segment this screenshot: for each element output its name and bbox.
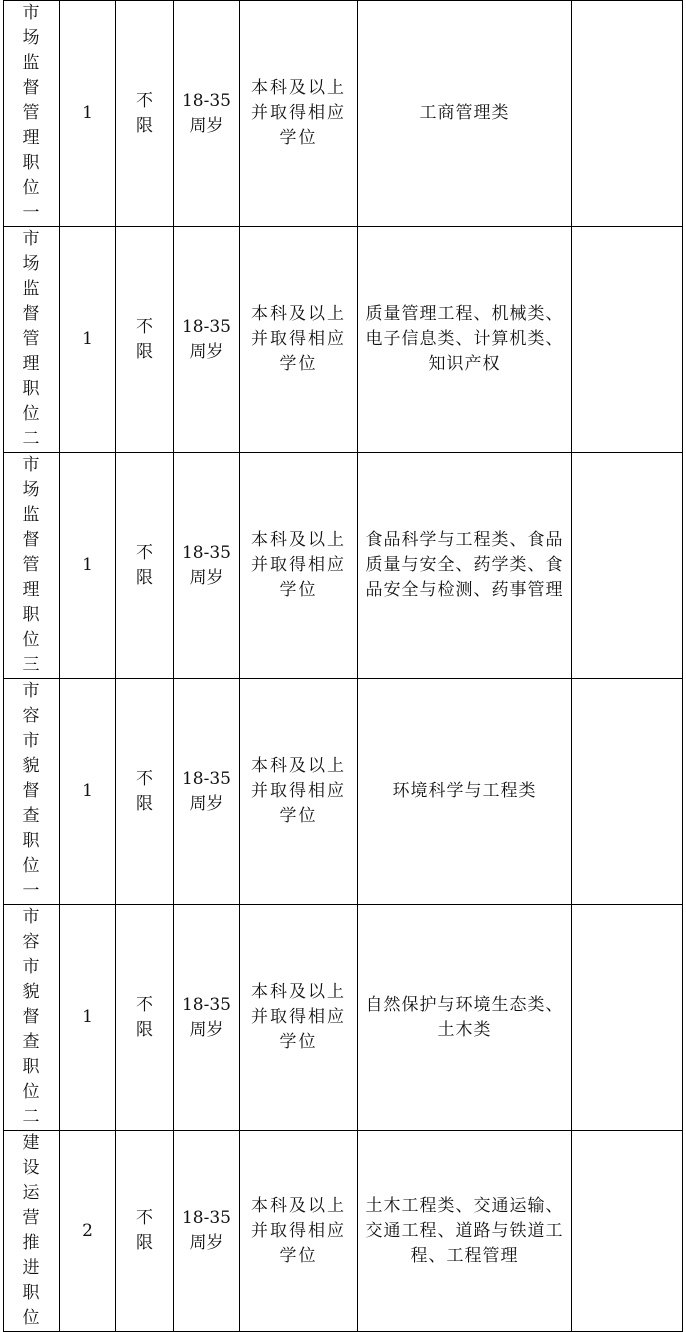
count-cell: 1 [60,1,116,227]
age-cell [174,905,240,1131]
table-row [4,1131,683,1332]
recruitment-table [3,0,683,1332]
count-cell: 1 [60,905,116,1131]
major-cell: 工商管理类 [358,1,572,227]
age-text: 18-35周岁 [181,90,231,136]
position-cell [4,1131,60,1332]
education-text: 本科及以上并取得相应学位 [251,78,346,148]
education-cell [240,1131,358,1332]
age-text: 18-35周岁 [181,316,231,362]
remark-cell [572,679,683,905]
position-cell [4,453,60,679]
table-row [4,679,683,905]
gender-text: 不限 [136,768,153,814]
gender-text: 不限 [136,994,153,1040]
position-text: 建设运营推进职位 [22,1133,41,1328]
count-cell: 1 [60,453,116,679]
education-text: 本科及以上并取得相应学位 [251,1195,346,1266]
gender-cell [116,1131,174,1332]
position-text: 市场监督管理职位二 [22,229,41,449]
position-cell [4,1,60,227]
education-cell [240,453,358,679]
major-cell: 环境科学与工程类 [358,679,572,905]
gender-cell [116,905,174,1131]
remark-cell [572,227,683,453]
age-cell [174,227,240,453]
table-row [4,453,683,679]
education-cell [240,679,358,905]
position-text: 市容市貌督查职位一 [22,681,41,901]
gender-text: 不限 [136,90,153,136]
remark-cell [572,1131,683,1332]
education-cell [240,1,358,227]
gender-text: 不限 [136,542,153,588]
age-cell [174,1,240,227]
education-text: 本科及以上并取得相应学位 [251,304,346,374]
age-cell [174,679,240,905]
age-text: 18-35周岁 [181,542,231,588]
major-cell: 自然保护与环境生态类、土木类 [358,905,572,1131]
gender-cell [116,679,174,905]
education-text: 本科及以上并取得相应学位 [251,530,346,600]
count-cell: 2 [60,1131,116,1332]
age-text: 18-35周岁 [181,768,231,814]
gender-cell [116,227,174,453]
education-text: 本科及以上并取得相应学位 [251,756,346,826]
position-cell [4,679,60,905]
count-cell: 1 [60,227,116,453]
age-cell [174,453,240,679]
gender-cell [116,453,174,679]
gender-text: 不限 [136,1208,153,1253]
count-cell: 1 [60,679,116,905]
gender-cell [116,1,174,227]
age-cell [174,1131,240,1332]
remark-cell [572,905,683,1131]
age-text: 18-35周岁 [181,994,231,1040]
table-row [4,905,683,1131]
position-text: 市容市貌督查职位二 [22,907,41,1127]
education-cell [240,905,358,1131]
remark-cell [572,1,683,227]
table-row [4,227,683,453]
table-row [4,1,683,227]
position-cell [4,227,60,453]
major-cell: 土木工程类、交通运输、交通工程、道路与铁道工程、工程管理 [358,1131,572,1332]
education-text: 本科及以上并取得相应学位 [251,982,346,1052]
education-cell [240,227,358,453]
position-text: 市场监督管理职位三 [22,455,41,675]
position-cell [4,905,60,1131]
gender-text: 不限 [136,316,153,362]
major-cell: 食品科学与工程类、食品质量与安全、药学类、食品安全与检测、药事管理 [358,453,572,679]
age-text: 18-35周岁 [181,1208,231,1253]
position-text: 市场监督管理职位一 [22,3,41,223]
major-cell: 质量管理工程、机械类、电子信息类、计算机类、知识产权 [358,227,572,453]
remark-cell [572,453,683,679]
